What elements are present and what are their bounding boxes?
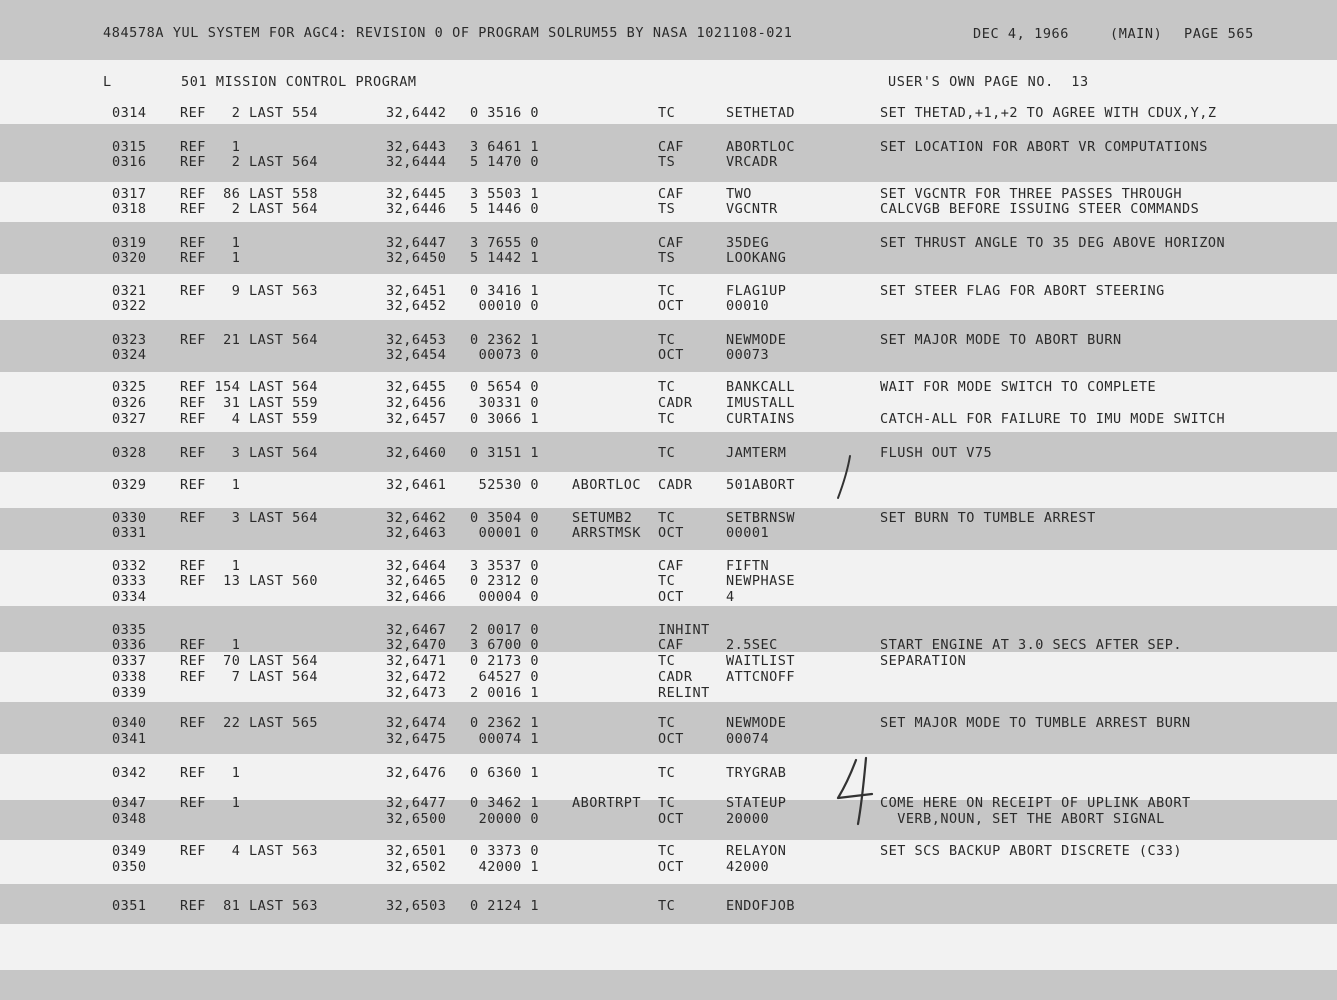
octal-word: 00074 1 [470,731,540,747]
line-number: 0335 [112,622,147,638]
octal-word: 3 5503 1 [470,186,540,202]
cross-reference: REF 4 LAST 559 [180,411,319,427]
listing-row [0,154,1337,170]
cross-reference: REF 1 [180,795,241,811]
listing-row [0,298,1337,314]
line-number: 0314 [112,105,147,121]
listing-row [0,843,1337,859]
operand: NEWPHASE [726,573,796,589]
line-number: 0341 [112,731,147,747]
opcode: TC [658,795,676,811]
opcode: TC [658,445,676,461]
octal-word: 00001 0 [470,525,540,541]
cross-reference: REF 4 LAST 563 [180,843,319,859]
octal-word: 0 3151 1 [470,445,540,461]
opcode: OCT [658,298,684,314]
opcode: TC [658,715,676,731]
listing-row [0,139,1337,155]
operand: 35DEG [726,235,770,251]
symbol-label: ARRSTMSK [572,525,642,541]
line-number: 0320 [112,250,147,266]
listing-row [0,859,1337,875]
operand: SETHETAD [726,105,796,121]
address: 32,6462 [386,510,447,526]
cross-reference: REF 9 LAST 563 [180,283,319,299]
operand: 00074 [726,731,770,747]
octal-word: 0 3373 0 [470,843,540,859]
octal-word: 0 3516 0 [470,105,540,121]
opcode: TS [658,250,676,266]
listing-flag: L [103,74,112,90]
line-number: 0321 [112,283,147,299]
octal-word: 00010 0 [470,298,540,314]
line-number: 0332 [112,558,147,574]
address: 32,6471 [386,653,447,669]
cross-reference: REF 31 LAST 559 [180,395,319,411]
listing-title: 501 MISSION CONTROL PROGRAM [181,74,417,90]
comment: SET SCS BACKUP ABORT DISCRETE (C33) [880,843,1182,859]
opcode: TC [658,898,676,914]
address: 32,6464 [386,558,447,574]
comment: SET MAJOR MODE TO ABORT BURN [880,332,1122,348]
operand: 00001 [726,525,770,541]
comment: SET MAJOR MODE TO TUMBLE ARREST BURN [880,715,1191,731]
listing-row [0,186,1337,202]
operand: TWO [726,186,752,202]
address: 32,6457 [386,411,447,427]
address: 32,6446 [386,201,447,217]
comment: COME HERE ON RECEIPT OF UPLINK ABORT [880,795,1191,811]
opcode: TC [658,332,676,348]
octal-word: 3 3537 0 [470,558,540,574]
address: 32,6466 [386,589,447,605]
octal-word: 5 1446 0 [470,201,540,217]
listing-row [0,589,1337,605]
cross-reference: REF 2 LAST 564 [180,201,319,217]
comment: SET THETAD,+1,+2 TO AGREE WITH CDUX,Y,Z [880,105,1217,121]
line-number: 0319 [112,235,147,251]
opcode: INHINT [658,622,710,638]
octal-word: 0 2362 1 [470,715,540,731]
listing-row [0,510,1337,526]
symbol-label: ABORTLOC [572,477,642,493]
line-number: 0338 [112,669,147,685]
address: 32,6502 [386,859,447,875]
listing-row [0,411,1337,427]
operand: ATTCNOFF [726,669,796,685]
line-number: 0337 [112,653,147,669]
octal-word: 0 3462 1 [470,795,540,811]
cross-reference: REF 2 LAST 554 [180,105,319,121]
operand: CURTAINS [726,411,796,427]
cross-reference: REF 1 [180,235,241,251]
address: 32,6455 [386,379,447,395]
listing-header-mode: (MAIN) [1110,26,1163,42]
line-number: 0325 [112,379,147,395]
operand: RELAYON [726,843,787,859]
operand: JAMTERM [726,445,787,461]
opcode: OCT [658,525,684,541]
line-number: 0323 [112,332,147,348]
line-number: 0350 [112,859,147,875]
cross-reference: REF 81 LAST 563 [180,898,319,914]
line-number: 0342 [112,765,147,781]
comment: VERB,NOUN, SET THE ABORT SIGNAL [880,811,1165,827]
address: 32,6474 [386,715,447,731]
opcode: OCT [658,811,684,827]
operand: FIFTN [726,558,770,574]
operand: FLAG1UP [726,283,787,299]
opcode: TC [658,843,676,859]
cross-reference: REF 3 LAST 564 [180,510,319,526]
line-number: 0340 [112,715,147,731]
user-page-number: USER'S OWN PAGE NO. 13 [888,74,1089,90]
cross-reference: REF 7 LAST 564 [180,669,319,685]
line-number: 0315 [112,139,147,155]
listing-header-page: PAGE 565 [1184,26,1254,42]
listing-row [0,235,1337,251]
listing-header-program: 484578A YUL SYSTEM FOR AGC4: REVISION 0 OF PROGRAM SOLRUM55 BY NASA 1021108-021 [103,25,793,41]
line-number: 0329 [112,477,147,493]
opcode: CAF [658,637,684,653]
operand: ABORTLOC [726,139,796,155]
address: 32,6460 [386,445,447,461]
address: 32,6450 [386,250,447,266]
listing-row [0,445,1337,461]
cross-reference: REF 1 [180,558,241,574]
octal-word: 20000 0 [470,811,540,827]
listing-row [0,558,1337,574]
operand: WAITLIST [726,653,796,669]
operand: STATEUP [726,795,787,811]
operand: IMUSTALL [726,395,796,411]
line-number: 0339 [112,685,147,701]
opcode: OCT [658,859,684,875]
listing-row [0,811,1337,827]
opcode: TC [658,765,676,781]
handwritten-mark-1 [832,452,862,502]
cross-reference: REF 154 LAST 564 [180,379,319,395]
operand: NEWMODE [726,332,787,348]
listing-row [0,795,1337,811]
symbol-label: ABORTRPT [572,795,642,811]
handwritten-mark-4 [832,754,882,828]
opcode: TS [658,154,676,170]
opcode: CADR [658,477,693,493]
comment: WAIT FOR MODE SWITCH TO COMPLETE [880,379,1157,395]
cross-reference: REF 3 LAST 564 [180,445,319,461]
listing-row [0,250,1337,266]
address: 32,6467 [386,622,447,638]
listing-row [0,395,1337,411]
line-number: 0324 [112,347,147,363]
listing-row [0,347,1337,363]
cross-reference: REF 1 [180,765,241,781]
address: 32,6444 [386,154,447,170]
line-number: 0351 [112,898,147,914]
operand: TRYGRAB [726,765,787,781]
octal-word: 00073 0 [470,347,540,363]
octal-word: 0 6360 1 [470,765,540,781]
operand: ENDOFJOB [726,898,796,914]
line-number: 0328 [112,445,147,461]
address: 32,6447 [386,235,447,251]
address: 32,6501 [386,843,447,859]
address: 32,6443 [386,139,447,155]
octal-word: 30331 0 [470,395,540,411]
operand: 00010 [726,298,770,314]
opcode: CAF [658,235,684,251]
octal-word: 2 0017 0 [470,622,540,638]
octal-word: 0 5654 0 [470,379,540,395]
cross-reference: REF 13 LAST 560 [180,573,319,589]
octal-word: 0 2173 0 [470,653,540,669]
operand: 501ABORT [726,477,796,493]
octal-word: 42000 1 [470,859,540,875]
address: 32,6463 [386,525,447,541]
line-number: 0326 [112,395,147,411]
cross-reference: REF 21 LAST 564 [180,332,319,348]
listing-row [0,669,1337,685]
opcode: TC [658,653,676,669]
cross-reference: REF 2 LAST 564 [180,154,319,170]
opcode: OCT [658,589,684,605]
operand: LOOKANG [726,250,787,266]
cross-reference: REF 86 LAST 558 [180,186,319,202]
address: 32,6477 [386,795,447,811]
listing-row [0,622,1337,638]
line-number: 0316 [112,154,147,170]
symbol-label: SETUMB2 [572,510,633,526]
line-number: 0347 [112,795,147,811]
opcode: RELINT [658,685,710,701]
address: 32,6503 [386,898,447,914]
octal-word: 00004 0 [470,589,540,605]
listing-row [0,731,1337,747]
cross-reference: REF 1 [180,250,241,266]
octal-word: 52530 0 [470,477,540,493]
opcode: TC [658,573,676,589]
line-number: 0349 [112,843,147,859]
operand: VGCNTR [726,201,778,217]
address: 32,6454 [386,347,447,363]
opcode: CAF [658,139,684,155]
opcode: TC [658,510,676,526]
listing-row [0,653,1337,669]
opcode: CADR [658,395,693,411]
comment: SET LOCATION FOR ABORT VR COMPUTATIONS [880,139,1208,155]
line-number: 0348 [112,811,147,827]
opcode: TC [658,411,676,427]
listing-row [0,898,1337,914]
line-number: 0331 [112,525,147,541]
listing-row [0,379,1337,395]
opcode: CADR [658,669,693,685]
line-number: 0334 [112,589,147,605]
comment: SET BURN TO TUMBLE ARREST [880,510,1096,526]
line-number: 0333 [112,573,147,589]
line-number: 0327 [112,411,147,427]
paper-band [0,970,1337,1000]
octal-word: 0 2312 0 [470,573,540,589]
listing-row [0,525,1337,541]
operand: 2.5SEC [726,637,778,653]
operand: 20000 [726,811,770,827]
listing-row [0,201,1337,217]
address: 32,6461 [386,477,447,493]
listing-row [0,685,1337,701]
octal-word: 0 2362 1 [470,332,540,348]
address: 32,6445 [386,186,447,202]
listing-row [0,765,1337,781]
line-number: 0330 [112,510,147,526]
address: 32,6442 [386,105,447,121]
octal-word: 0 2124 1 [470,898,540,914]
listing-row [0,637,1337,653]
address: 32,6500 [386,811,447,827]
listing-row [0,715,1337,731]
comment: CATCH-ALL FOR FAILURE TO IMU MODE SWITCH [880,411,1226,427]
opcode: CAF [658,186,684,202]
listing-header-date: DEC 4, 1966 [973,26,1070,42]
octal-word: 3 7655 0 [470,235,540,251]
listing-row [0,332,1337,348]
address: 32,6476 [386,765,447,781]
listing-row [0,477,1337,493]
octal-word: 3 6700 0 [470,637,540,653]
opcode: CAF [658,558,684,574]
operand: VRCADR [726,154,778,170]
operand: 00073 [726,347,770,363]
line-number: 0317 [112,186,147,202]
operand: NEWMODE [726,715,787,731]
octal-word: 64527 0 [470,669,540,685]
operand: 42000 [726,859,770,875]
operand: SETBRNSW [726,510,796,526]
opcode: OCT [658,347,684,363]
octal-word: 0 3504 0 [470,510,540,526]
operand: BANKCALL [726,379,796,395]
octal-word: 0 3416 1 [470,283,540,299]
octal-word: 5 1470 0 [470,154,540,170]
listing-row [0,105,1337,121]
octal-word: 5 1442 1 [470,250,540,266]
address: 32,6475 [386,731,447,747]
address: 32,6452 [386,298,447,314]
comment: START ENGINE AT 3.0 SECS AFTER SEP. [880,637,1182,653]
address: 32,6453 [386,332,447,348]
opcode: TS [658,201,676,217]
comment: CALCVGB BEFORE ISSUING STEER COMMANDS [880,201,1200,217]
listing-row [0,573,1337,589]
cross-reference: REF 22 LAST 565 [180,715,319,731]
octal-word: 2 0016 1 [470,685,540,701]
comment: SET STEER FLAG FOR ABORT STEERING [880,283,1165,299]
cross-reference: REF 1 [180,637,241,653]
address: 32,6451 [386,283,447,299]
cross-reference: REF 1 [180,477,241,493]
operand: 4 [726,589,735,605]
address: 32,6470 [386,637,447,653]
opcode: TC [658,105,676,121]
cross-reference: REF 1 [180,139,241,155]
comment: SET VGCNTR FOR THREE PASSES THROUGH [880,186,1182,202]
comment: SEPARATION [880,653,967,669]
opcode: TC [658,379,676,395]
address: 32,6465 [386,573,447,589]
line-number: 0318 [112,201,147,217]
octal-word: 3 6461 1 [470,139,540,155]
line-number: 0336 [112,637,147,653]
octal-word: 0 3066 1 [470,411,540,427]
cross-reference: REF 70 LAST 564 [180,653,319,669]
address: 32,6472 [386,669,447,685]
opcode: OCT [658,731,684,747]
address: 32,6473 [386,685,447,701]
address: 32,6456 [386,395,447,411]
listing-row [0,283,1337,299]
comment: FLUSH OUT V75 [880,445,993,461]
comment: SET THRUST ANGLE TO 35 DEG ABOVE HORIZON [880,235,1226,251]
line-number: 0322 [112,298,147,314]
opcode: TC [658,283,676,299]
